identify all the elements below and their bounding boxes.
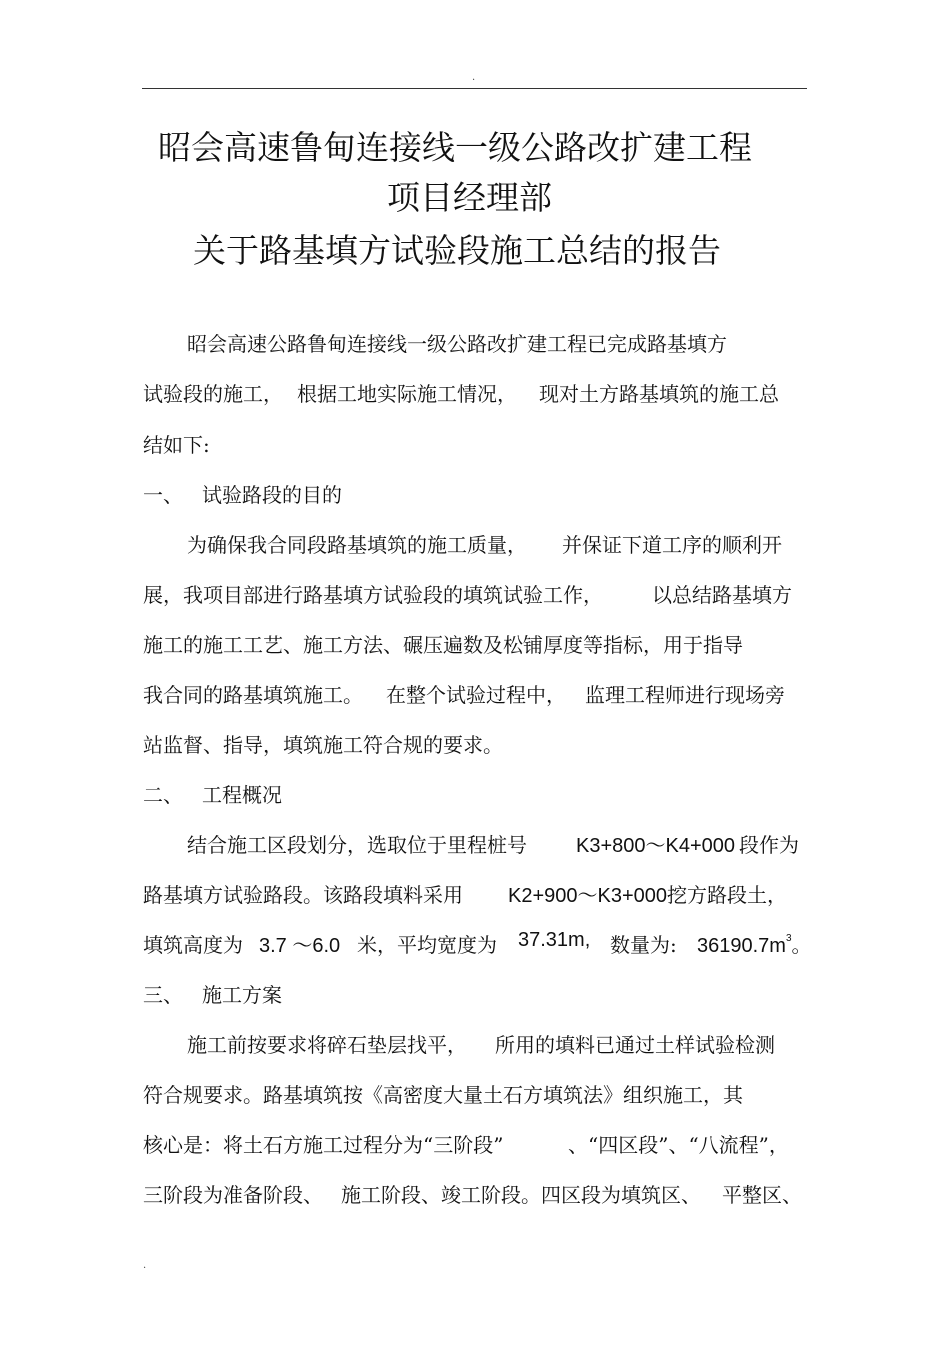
section3-line-3b: 、“四区段”、“八流程”， (568, 1133, 789, 1157)
section1-number: 一、 (143, 483, 183, 507)
section3-line-4a: 三阶段为准备阶段、 (143, 1183, 323, 1207)
volume-superscript: 3 (785, 933, 792, 944)
footer-mark: . (143, 1260, 147, 1271)
section1-line-1b: 并保证下道工序的顺利开 (562, 533, 782, 557)
intro-line-3: 结如下: (143, 433, 210, 457)
section1-line-4b: 在整个试验过程中， (386, 683, 566, 707)
section2-line-3d: 37.31m, (518, 929, 591, 951)
section2-line-3e: 数量为: (610, 933, 677, 957)
section2-number: 二、 (143, 783, 183, 807)
section2-line-1b: K3+800～K4+000 (576, 835, 736, 857)
section2-line-1a: 结合施工区段划分，选取位于里程桩号 (187, 833, 527, 857)
section2-line-3b: 3.7 ～6.0 (259, 935, 341, 957)
header-mark: . (472, 72, 476, 83)
section1-line-3: 施工的施工工艺、施工方法、碾压遍数及松铺厚度等指标，用于指导 (143, 633, 743, 657)
intro-line-2a: 试验段的施工， (143, 382, 283, 406)
section2-line-3a: 填筑高度为 (143, 933, 243, 957)
intro-line-2b: 根据工地实际施工情况， (297, 382, 517, 406)
section1-line-5: 站监督、指导，填筑施工符合规的要求。 (143, 733, 503, 757)
title-line-2: 项目经理部 (387, 178, 552, 217)
section3-line-4b: 施工阶段、竣工阶段。四区段为填筑区、 (341, 1183, 701, 1207)
section1-line-1a: 为确保我合同段路基填筑的施工质量， (187, 533, 527, 557)
section2-line-3f (697, 929, 812, 958)
intro-line-2c: 现对土方路基填筑的施工总 (539, 382, 779, 406)
header-rule (142, 88, 807, 89)
section3-line-1b: 所用的填料已通过土样试验检测 (495, 1033, 775, 1057)
section3-heading: 施工方案 (202, 983, 282, 1007)
title-line-3: 关于路基填方试验段施工总结的报告 (193, 231, 721, 270)
title-line-1: 昭会高速鲁甸连接线一级公路改扩建工程 (158, 128, 752, 167)
section2-line-3c: 米，平均宽度为 (357, 933, 497, 957)
section1-line-4c: 监理工程师进行现场旁 (585, 683, 785, 707)
volume-value: 36190.7m (697, 935, 786, 957)
section2-line-2c: 挖方路段土， (667, 883, 787, 907)
section2-line-2b: K2+900～K3+000 (508, 885, 668, 907)
section3-line-2: 符合规要求。路基填筑按《高密度大量土石方填筑法》组织施工，其 (143, 1083, 743, 1107)
section2-heading: 工程概况 (202, 783, 282, 807)
section3-line-1a: 施工前按要求将碎石垫层找平， (187, 1033, 467, 1057)
section2-line-2a: 路基填方试验路段。该路段填料采用 (143, 883, 463, 907)
section1-line-2a: 展，我项目部进行路基填方试验段的填筑试验工作， (143, 583, 603, 607)
section2-line-1c: 段作为 (739, 833, 799, 857)
volume-period: 。 (791, 935, 812, 957)
intro-line-1: 昭会高速公路鲁甸连接线一级公路改扩建工程已完成路基填方 (187, 332, 727, 356)
section3-line-3a: 核心是：将土石方施工过程分为“三阶段” (143, 1133, 504, 1157)
section1-line-2b: 以总结路基填方 (652, 583, 792, 607)
section3-number: 三、 (143, 983, 183, 1007)
section1-line-4a: 我合同的路基填筑施工。 (143, 683, 363, 707)
section3-line-4c: 平整区、 (722, 1183, 802, 1207)
section1-heading: 试验路段的目的 (202, 483, 342, 507)
